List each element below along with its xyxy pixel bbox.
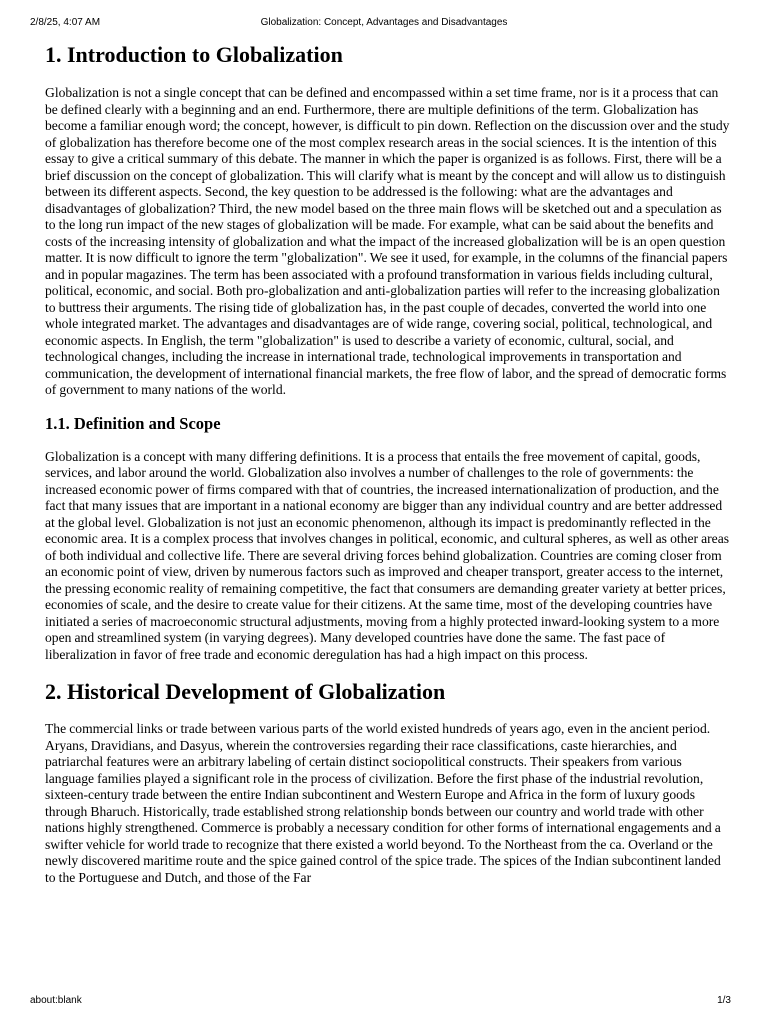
print-page-number: 1/3 xyxy=(717,995,731,1006)
paragraph-definition-scope: Globalization is a concept with many differing definitions. It is a process that entails the free movement of capital, goods, services, and labor around the world. Globalization also involves a number of challenges to the role of governments: the increased economic power of firms compared with that of countries, the increased internationalization of production, and the fact that many issues that are important in a national economy are bigger than any individual country and are better addressed at the global level. Globalization is not just an economic phenomenon, although its impact is predominantly reflected in the economic area. It is a complex process that involves changes in political, economic, and cultural spheres, as well as other areas of both individual and collective life. There are several driving forces behind globalization. Countries are coming closer from an economic point of view, driven by numerous factors such as improved and cheaper transport, greater access to the internet, the pressing economic reality of remaining competitive, the fact that consumers are demanding greater variety at better prices, economies of scale, and the desire to create value for their citizens. At the same time, most of the developing countries have initiated a series of macroeconomic structural adjustments, moving from a highly protected inward-looking system to a more open and streamlined system (in varying degrees). Many developed countries have done the same. The fast pace of liberalization in favor of free trade and economic deregulation has had a high impact on this process. xyxy=(45,448,730,662)
paragraph-historical-development: The commercial links or trade between various parts of the world existed hundreds of years ago, even in the ancient period. Aryans, Dravidians, and Dasyus, wherein the controversies regarding their race classifications, caste hierarchies, and patriarchal features were an arbitrary labeling of certain distinct sociopolitical constructs. Their speakers from various language families played a significant role in the process of civilization. Before the first phase of the industrial revolution, sixteen-century trade between the entire Indian subcontinent and Western Europe and Africa in the form of luxury goods through Bharuch. Historically, trade established strong relationship bonds between our country and world trade with other nations highly strengthened. Commerce is probably a necessary condition for other forms of international engagements and a swifter vehicle for world trade to recognize that there existed a world beyond. To the Northeast from the ca. Overland or the newly discovered maritime route and the spice gained control of the spice trade. The spices of the Indian subcontinent landed to the Portuguese and Dutch, and those of the Far xyxy=(45,721,721,885)
subsection-heading-definition-scope: 1.1. Definition and Scope xyxy=(45,413,221,433)
section-heading-historical-development: 2. Historical Development of Globalization xyxy=(45,679,446,704)
document-body xyxy=(45,38,730,886)
print-url: about:blank xyxy=(30,995,82,1006)
print-datetime: 2/8/25, 4:07 AM xyxy=(30,17,101,28)
print-header xyxy=(30,17,738,29)
section-heading-introduction: 1. Introduction to Globalization xyxy=(45,42,343,67)
print-page-title: Globalization: Concept, Advantages and Disadvantages xyxy=(260,17,508,28)
print-footer xyxy=(30,995,738,1007)
paragraph-introduction: Globalization is not a single concept that can be defined and encompassed within a set time frame, nor is it a process that can be defined clearly with a beginning and an end. Furthermore, there are multiple definitions of the term. Globalization has become a familiar enough word; the concept, however, is difficult to pin down. Reflection on the discussion over and the study of globalization has therefore become one of the most complex research areas in the social sciences. It is the intention of this essay to give a critical summary of this debate. The manner in which the paper is organized is as follows. First, there will be a brief discussion on the concept of globalization. This will clarify what is meant by the concept and will allow us to distinguish between its different aspects. Second, the key question to be addressed is the following: what are the advantages and disadvantages of globalization? Third, the new model based on the three main flows will be sketched out and a speculation as to the long run impact of the new stages of globalization will be made. For example, what can be said about the benefits and costs of the increasing intensity of globalization and what the impact of the increased globalization will be is an open question matter. It is now difficult to ignore the term "globalization". We see it used, for example, in the columns of the financial papers and in popular magazines. The term has been associated with a profound transformation in various fields including cultural, political, economic, and social. Both pro-globalization and anti-globalization parties will refer to the increasing globalization to buttress their arguments. The rising tide of globalization has, in the past couple of decades, converted the world into one whole integrated market. The advantages and disadvantages are of wide range, covering social, political, technological, and economic aspects. In English, the term "globalization" is used to describe a variety of economic, cultural, social, and technological changes, including the increase in international trade, technological improvements in transportation and communication, the development of international financial markets, the free flow of labor, and the spread of democratic forms of government to many nations of the world. xyxy=(45,85,730,397)
